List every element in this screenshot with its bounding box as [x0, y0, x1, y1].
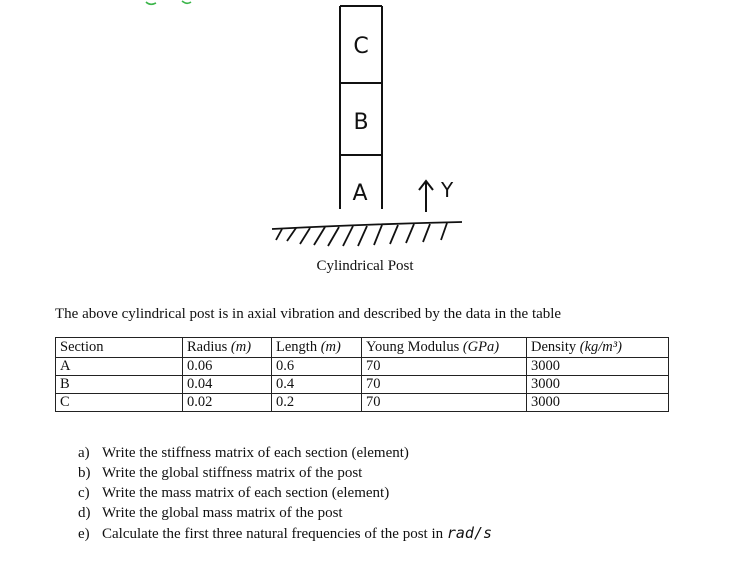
cell-modulus: 70	[362, 376, 527, 394]
header-modulus-unit: (GPa)	[462, 339, 500, 355]
table-row	[56, 376, 669, 394]
y-axis-arrow	[419, 181, 433, 212]
segment-c-label: C	[353, 34, 369, 59]
cell-density: 3000	[527, 358, 669, 376]
list-item	[78, 483, 492, 503]
intro-text: The above cylindrical post is in axial vibration and described by the data in the table	[55, 306, 562, 322]
cell-length: 0.6	[272, 358, 362, 376]
header-density	[527, 338, 669, 358]
header-modulus-label: Young Modulus	[366, 339, 460, 355]
task-text: Write the stiffness matrix of each section (element)	[102, 445, 409, 461]
cell-modulus: 70	[362, 358, 527, 376]
cell-radius: 0.02	[183, 394, 272, 412]
header-density-unit: (kg/m³)	[579, 339, 622, 355]
header-density-label: Density	[531, 339, 577, 355]
task-text: Write the global mass matrix of the post	[102, 505, 343, 521]
task-marker: d)	[78, 505, 91, 521]
list-item	[78, 523, 492, 544]
post-data-table	[55, 337, 669, 412]
segment-a-label: A	[352, 181, 368, 206]
task-text: Calculate the first three natural frequencies of the post in	[102, 526, 444, 542]
cell-density: 3000	[527, 394, 669, 412]
figure-caption: Cylindrical Post	[316, 258, 414, 274]
header-section-label: Section	[60, 339, 104, 355]
header-section	[56, 338, 183, 358]
cell-length: 0.2	[272, 394, 362, 412]
header-length-unit: (m)	[320, 339, 341, 355]
task-text: Write the mass matrix of each section (element)	[102, 485, 390, 501]
task-marker: e)	[78, 526, 90, 542]
y-axis-label: Y	[441, 178, 454, 202]
cell-density: 3000	[527, 376, 669, 394]
cell-length: 0.4	[272, 376, 362, 394]
cell-section: A	[56, 358, 183, 376]
task-marker: b)	[78, 465, 91, 481]
cell-section: B	[56, 376, 183, 394]
list-item	[78, 443, 492, 463]
cell-radius: 0.06	[183, 358, 272, 376]
task-marker: a)	[78, 445, 90, 461]
task-list	[78, 443, 492, 544]
task-unit: rad/s	[446, 524, 493, 542]
list-item	[78, 463, 492, 483]
table-row	[56, 358, 669, 376]
header-radius-label: Radius	[187, 339, 228, 355]
segment-b-label: B	[353, 110, 369, 135]
cell-radius: 0.04	[183, 376, 272, 394]
task-text: Write the global stiffness matrix of the post	[102, 465, 363, 481]
header-radius-unit: (m)	[230, 339, 252, 355]
list-item	[78, 503, 492, 523]
cell-section: C	[56, 394, 183, 412]
cell-modulus: 70	[362, 394, 527, 412]
table-header-row	[56, 338, 669, 358]
task-marker: c)	[78, 485, 90, 501]
table-row	[56, 394, 669, 412]
header-modulus	[362, 338, 527, 358]
header-length-label: Length	[276, 339, 318, 355]
header-length	[272, 338, 362, 358]
ground-hatching	[272, 222, 462, 246]
green-mark	[146, 2, 156, 4]
green-mark-2	[182, 1, 191, 3]
header-radius	[183, 338, 272, 358]
